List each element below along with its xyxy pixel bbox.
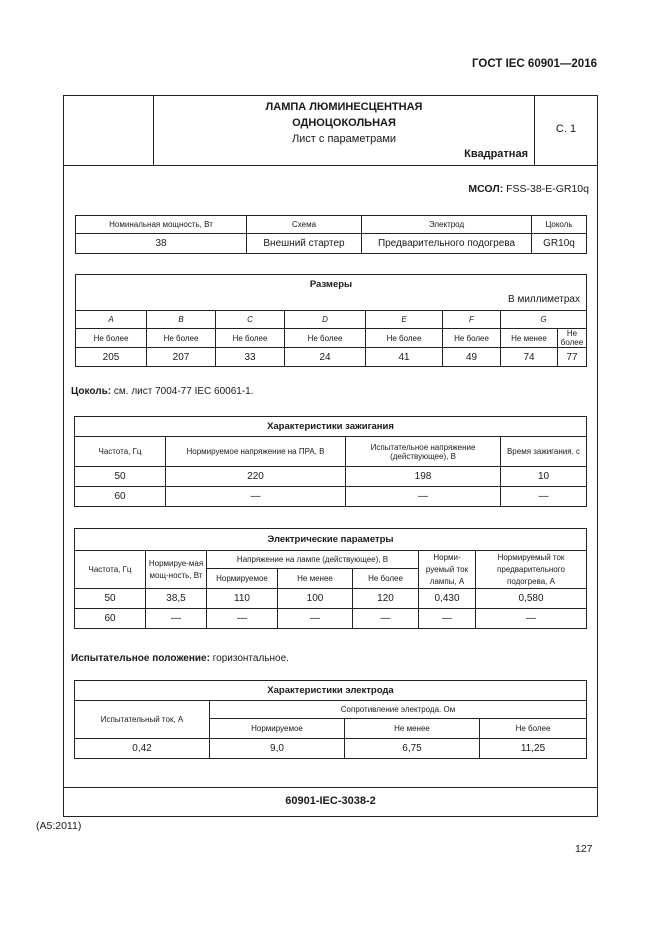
el-cell: — [476, 609, 587, 629]
standard-number: ГОСТ IEC 60901—2016 [472, 58, 597, 70]
dim-limit: Не более [216, 329, 285, 348]
ign-header-freq: Частота, Гц [75, 437, 166, 467]
value-electrode: Предварительного подогрева [362, 234, 532, 254]
ignition-table [74, 416, 587, 507]
dim-value: 49 [443, 348, 501, 367]
ignition-title: Характеристики зажигания [75, 417, 587, 437]
main-params-table [75, 215, 587, 254]
el-cell: 120 [353, 589, 419, 609]
header-power: Номинальная мощность, Вт [76, 216, 247, 234]
dim-value: 33 [216, 348, 285, 367]
el-header-preheat: Нормируемый ток предварительного подогрева, А [476, 551, 587, 589]
el-cell: — [278, 609, 353, 629]
dimensions-table [75, 274, 587, 367]
dim-value: 77 [558, 348, 587, 367]
el-header-power: Нормируе-мая мощ-ность, Вт [146, 551, 207, 589]
ign-header-ballast: Нормируемое напряжение на ПРА, В [166, 437, 346, 467]
ign-header-test: Испытательное напряжение (действующее), В [346, 437, 501, 467]
base-note-text: см. лист 7004-77 IEC 60061-1. [111, 386, 254, 397]
dim-col-f: F [443, 311, 501, 329]
dimensions-unit: В миллиметрах [508, 294, 580, 305]
ign-header-time: Время зажигания, с [501, 437, 587, 467]
ign-cell: 60 [75, 487, 166, 507]
dim-value: 41 [366, 348, 443, 367]
title-line-2: ОДНОЦОКОЛЬНАЯ [292, 117, 396, 129]
dimensions-title-cell [76, 275, 587, 311]
electrode-title: Характеристики электрода [75, 681, 587, 701]
elc-header-current: Испытательный ток, А [75, 701, 210, 739]
el-cell: — [207, 609, 278, 629]
amendment-note: (A5:2011) [36, 820, 82, 832]
dim-col-d: D [285, 311, 366, 329]
sheet-code: 60901-IEC-3038-2 [285, 795, 376, 807]
dim-col-b: B [147, 311, 216, 329]
electrical-table [74, 528, 587, 629]
title-line-1: ЛАМПА ЛЮМИНЕСЦЕНТНАЯ [265, 101, 423, 113]
el-cell: — [353, 609, 419, 629]
dim-limit: Не более [76, 329, 147, 348]
base-note [71, 386, 254, 397]
dim-limit: Не менее [501, 329, 558, 348]
ign-cell: — [346, 487, 501, 507]
elc-header-min: Не менее [345, 719, 480, 739]
el-header-current: Норми-руемый ток лампы, А [419, 551, 476, 589]
ign-cell: — [166, 487, 346, 507]
title-line-3: Лист с параметрами [291, 133, 397, 145]
footer-divider [63, 787, 598, 788]
sheet-title-block [154, 99, 534, 148]
el-cell: 0,430 [419, 589, 476, 609]
dim-limit: Не более [366, 329, 443, 348]
elc-cell: 6,75 [345, 739, 480, 759]
test-position-label: Испытательное положение: [71, 653, 210, 664]
el-header-v-max: Не более [353, 569, 419, 589]
el-cell: — [146, 609, 207, 629]
el-header-voltage: Напряжение на лампе (действующее), В [207, 551, 419, 569]
value-power: 38 [76, 234, 247, 254]
el-cell: 110 [207, 589, 278, 609]
el-cell: 50 [75, 589, 146, 609]
base-note-label: Цоколь: [71, 386, 112, 397]
msol-value: FSS-38-E-GR10q [506, 183, 589, 195]
electrode-table [74, 680, 587, 759]
elc-header-max: Не более [480, 719, 587, 739]
el-cell: 38,5 [146, 589, 207, 609]
sheet-page-label: С. 1 [555, 123, 577, 135]
test-position-note [71, 653, 289, 664]
test-position-text: горизонтальное. [209, 653, 289, 664]
el-header-v-min: Не менее [278, 569, 353, 589]
dim-value: 207 [147, 348, 216, 367]
dim-value: 74 [501, 348, 558, 367]
header-electrode: Электрод [362, 216, 532, 234]
dim-col-c: C [216, 311, 285, 329]
dim-limit: Не более [443, 329, 501, 348]
dim-limit: Не более [558, 329, 587, 348]
dim-limit: Не более [147, 329, 216, 348]
elc-cell: 11,25 [480, 739, 587, 759]
elc-cell: 0,42 [75, 739, 210, 759]
dim-col-g: G [501, 311, 587, 329]
el-cell: 0,580 [476, 589, 587, 609]
ign-cell: 50 [75, 467, 166, 487]
dim-col-e: E [366, 311, 443, 329]
dim-limit: Не более [285, 329, 366, 348]
ign-cell: 10 [501, 467, 587, 487]
ign-cell: — [501, 487, 587, 507]
el-cell: — [419, 609, 476, 629]
header-scheme: Схема [247, 216, 362, 234]
el-header-v-nom: Нормируемое [207, 569, 278, 589]
value-scheme: Внешний стартер [247, 234, 362, 254]
dim-col-a: A [76, 311, 147, 329]
dim-value: 205 [76, 348, 147, 367]
dimensions-title: Размеры [309, 279, 353, 290]
value-base: GR10q [532, 234, 587, 254]
elc-header-nom: Нормируемое [210, 719, 345, 739]
dim-value: 24 [285, 348, 366, 367]
el-header-freq: Частота, Гц [75, 551, 146, 589]
title-shape: Квадратная [464, 148, 528, 160]
page-number: 127 [575, 843, 593, 855]
msol-designation [468, 183, 589, 195]
electrical-title: Электрические параметры [75, 529, 587, 551]
ign-cell: 220 [166, 467, 346, 487]
header-base: Цоколь [532, 216, 587, 234]
el-cell: 60 [75, 609, 146, 629]
el-cell: 100 [278, 589, 353, 609]
ign-cell: 198 [346, 467, 501, 487]
msol-label: МСОЛ: [468, 183, 504, 195]
elc-header-resistance: Сопротивление электрода. Ом [210, 701, 587, 719]
header-bottom-line [64, 165, 597, 166]
elc-cell: 9,0 [210, 739, 345, 759]
